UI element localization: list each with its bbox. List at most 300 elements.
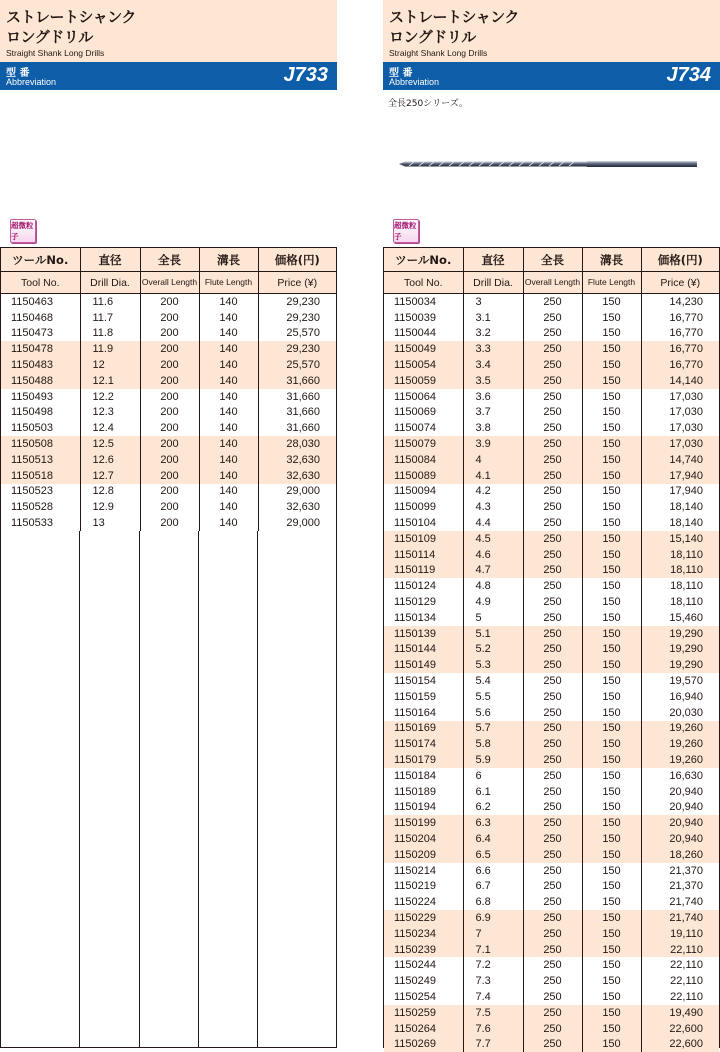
cell-flute-length: 150	[582, 878, 641, 894]
cell-overall-length: 200	[140, 373, 199, 389]
col-dia-jp: 直径	[80, 248, 140, 272]
cell-overall-length: 250	[523, 657, 582, 673]
cell-overall-length: 200	[140, 341, 199, 357]
cell-overall-length: 250	[523, 784, 582, 800]
cell-drill-dia: 4.9	[463, 594, 523, 610]
cell-tool-no: 1150144	[384, 642, 463, 658]
cell-price: 31,660	[286, 390, 320, 403]
table-row	[1, 436, 336, 452]
cell-tool-no: 1150174	[384, 736, 463, 752]
abbreviation-band	[383, 62, 720, 90]
cell-flute-length: 140	[199, 405, 258, 421]
cell-overall-length: 250	[523, 436, 582, 452]
cell-drill-dia: 5.6	[463, 705, 523, 721]
title-jp-line1: ストレートシャンク	[389, 8, 519, 26]
cell-flute-length: 150	[582, 499, 641, 515]
panel-j733	[0, 0, 337, 530]
table-row	[384, 310, 719, 326]
table-row	[384, 705, 719, 721]
table-row	[384, 768, 719, 784]
cell-overall-length: 200	[140, 310, 199, 326]
cell-flute-length: 150	[582, 800, 641, 816]
title-en: Straight Shank Long Drills	[389, 48, 488, 58]
cell-overall-length: 250	[523, 547, 582, 563]
cell-flute-length: 150	[582, 973, 641, 989]
cell-price: 19,490	[641, 1005, 719, 1021]
table-row	[384, 689, 719, 705]
cell-flute-length: 140	[199, 294, 258, 310]
table-row	[1, 405, 336, 421]
cell-price: 16,770	[641, 341, 719, 357]
cell-price: 20,940	[669, 801, 703, 814]
cell-drill-dia: 6.2	[463, 800, 523, 816]
cell-tool-no: 1150159	[384, 689, 463, 705]
table-row	[1, 341, 336, 357]
cell-flute-length: 150	[582, 942, 641, 958]
abbreviation-band	[0, 62, 337, 90]
cell-flute-length: 150	[582, 563, 641, 579]
cell-flute-length: 150	[582, 594, 641, 610]
cell-price: 15,460	[669, 611, 703, 624]
cell-tool-no: 1150059	[384, 373, 463, 389]
column-rules	[1, 531, 336, 1047]
table-row	[384, 926, 719, 942]
cell-overall-length: 250	[523, 341, 582, 357]
cell-overall-length: 250	[523, 973, 582, 989]
column-rule	[198, 531, 199, 1047]
cell-tool-no: 1150104	[384, 515, 463, 531]
table-row	[384, 578, 719, 594]
col-flute-jp: 溝長	[199, 248, 258, 272]
cell-tool-no: 1150109	[384, 531, 463, 547]
cell-flute-length: 150	[582, 910, 641, 926]
cell-flute-length: 150	[582, 642, 641, 658]
cell-tool-no: 1150164	[384, 705, 463, 721]
table-row	[384, 405, 719, 421]
cell-tool-no: 1150488	[1, 373, 80, 389]
cell-tool-no: 1150099	[384, 499, 463, 515]
table-row	[384, 673, 719, 689]
cell-overall-length: 250	[523, 294, 582, 310]
cell-price: 29,000	[286, 517, 320, 530]
cell-overall-length: 250	[523, 452, 582, 468]
abbr-jp: 型 番	[6, 68, 30, 79]
cell-overall-length: 200	[140, 468, 199, 484]
cell-overall-length: 250	[523, 800, 582, 816]
cell-price: 29,230	[258, 341, 336, 357]
series-note: 全長250シリーズ。	[388, 99, 468, 109]
table-row	[384, 957, 719, 973]
cell-tool-no: 1150254	[384, 989, 463, 1005]
cell-price: 22,110	[641, 942, 719, 958]
cell-flute-length: 150	[582, 436, 641, 452]
table-row	[384, 1005, 719, 1021]
cell-price: 15,140	[641, 531, 719, 547]
cell-flute-length: 150	[582, 705, 641, 721]
cell-overall-length: 250	[523, 957, 582, 973]
cell-overall-length: 250	[523, 310, 582, 326]
cell-tool-no: 1150054	[384, 357, 463, 373]
cell-tool-no: 1150264	[384, 1021, 463, 1037]
cell-flute-length: 150	[582, 673, 641, 689]
cell-flute-length: 150	[582, 420, 641, 436]
cell-overall-length: 250	[523, 420, 582, 436]
price-table-wrap	[383, 247, 720, 1051]
ultra-fine-grain-badge-icon	[393, 219, 419, 243]
cell-price: 29,230	[286, 295, 320, 308]
cell-tool-no: 1150189	[384, 784, 463, 800]
cell-tool-no: 1150134	[384, 610, 463, 626]
cell-overall-length: 250	[523, 405, 582, 421]
cell-price: 32,630	[258, 452, 336, 468]
cell-drill-dia: 12.4	[80, 420, 140, 436]
cell-drill-dia: 7.4	[463, 989, 523, 1005]
col-flute-en: Flute Length	[199, 272, 258, 294]
cell-flute-length: 150	[582, 1005, 641, 1021]
cell-price: 31,660	[258, 373, 336, 389]
cell-price: 17,030	[669, 390, 703, 403]
cell-overall-length: 200	[140, 452, 199, 468]
cell-drill-dia: 11.7	[80, 310, 140, 326]
cell-drill-dia: 13	[80, 515, 140, 531]
col-dia-en: Drill Dia.	[80, 272, 140, 294]
cell-drill-dia: 3.3	[463, 341, 523, 357]
table-row	[384, 657, 719, 673]
table-row	[384, 736, 719, 752]
header-row-jp	[384, 248, 719, 272]
table-row	[1, 357, 336, 373]
cell-overall-length: 250	[523, 499, 582, 515]
table-row	[384, 721, 719, 737]
cell-overall-length: 200	[140, 405, 199, 421]
cell-drill-dia: 3.2	[463, 326, 523, 342]
cell-price: 21,370	[669, 880, 703, 893]
table-row	[384, 341, 719, 357]
cell-drill-dia: 3.6	[463, 389, 523, 405]
cell-tool-no: 1150229	[384, 910, 463, 926]
cell-tool-no: 1150199	[384, 815, 463, 831]
cell-flute-length: 150	[582, 357, 641, 373]
cell-tool-no: 1150214	[384, 863, 463, 879]
cell-price: 29,230	[286, 311, 320, 324]
table-row	[384, 989, 719, 1005]
cell-drill-dia: 12.5	[80, 436, 140, 452]
cell-tool-no: 1150064	[384, 389, 463, 405]
cell-tool-no: 1150528	[1, 499, 80, 515]
cell-drill-dia: 4.2	[463, 484, 523, 500]
cell-flute-length: 140	[199, 484, 258, 500]
cell-price: 28,030	[258, 436, 336, 452]
cell-tool-no: 1150044	[384, 326, 463, 342]
cell-tool-no: 1150478	[1, 341, 80, 357]
cell-overall-length: 250	[523, 563, 582, 579]
cell-price: 16,770	[669, 327, 703, 340]
header-row-en	[384, 272, 719, 294]
table-row	[384, 420, 719, 436]
cell-price: 18,110	[670, 580, 703, 593]
cell-tool-no: 1150139	[384, 626, 463, 642]
table-row	[384, 547, 719, 563]
cell-overall-length: 250	[523, 910, 582, 926]
cell-price: 14,140	[641, 373, 719, 389]
table-row	[1, 294, 336, 310]
cell-flute-length: 150	[582, 721, 641, 737]
cell-price: 17,030	[669, 406, 703, 419]
cell-flute-length: 150	[582, 752, 641, 768]
cell-overall-length: 250	[523, 389, 582, 405]
cell-price: 19,570	[669, 675, 703, 688]
table-row	[384, 452, 719, 468]
cell-price: 17,940	[669, 485, 703, 498]
price-table	[1, 248, 336, 531]
col-tool-no-jp: ツールNo.	[384, 248, 463, 272]
cell-price: 22,110	[670, 975, 703, 988]
table-row	[384, 373, 719, 389]
table-row	[1, 515, 336, 531]
cell-tool-no: 1150039	[384, 310, 463, 326]
cell-overall-length: 250	[523, 705, 582, 721]
cell-tool-no: 1150079	[384, 436, 463, 452]
cell-drill-dia: 7.5	[463, 1005, 523, 1021]
cell-drill-dia: 6.8	[463, 894, 523, 910]
col-price-en: Price (¥)	[258, 272, 336, 294]
cell-overall-length: 200	[140, 420, 199, 436]
cell-overall-length: 250	[523, 989, 582, 1005]
cell-tool-no: 1150473	[1, 326, 80, 342]
table-row	[384, 499, 719, 515]
cell-tool-no: 1150259	[384, 1005, 463, 1021]
table-row	[384, 642, 719, 658]
table-row	[1, 499, 336, 515]
badge-label: 超微粒子	[394, 221, 417, 241]
cell-flute-length: 150	[582, 373, 641, 389]
cell-drill-dia: 5.5	[463, 689, 523, 705]
cell-price: 17,030	[641, 436, 719, 452]
cell-overall-length: 250	[523, 736, 582, 752]
cell-drill-dia: 11.9	[80, 341, 140, 357]
cell-flute-length: 150	[582, 989, 641, 1005]
cell-tool-no: 1150184	[384, 768, 463, 784]
cell-price: 22,600	[641, 1021, 719, 1037]
cell-tool-no: 1150508	[1, 436, 80, 452]
cell-drill-dia: 7.1	[463, 942, 523, 958]
title-en: Straight Shank Long Drills	[6, 48, 105, 58]
cell-drill-dia: 4.1	[463, 468, 523, 484]
cell-tool-no: 1150049	[384, 341, 463, 357]
cell-overall-length: 200	[140, 515, 199, 531]
cell-price: 14,740	[641, 452, 719, 468]
cell-price: 18,260	[641, 847, 719, 863]
cell-price: 18,140	[669, 501, 703, 514]
cell-overall-length: 250	[523, 594, 582, 610]
cell-tool-no: 1150513	[1, 452, 80, 468]
cell-tool-no: 1150084	[384, 452, 463, 468]
table-row	[384, 831, 719, 847]
cell-overall-length: 250	[523, 578, 582, 594]
cell-flute-length: 150	[582, 689, 641, 705]
cell-drill-dia: 12.6	[80, 452, 140, 468]
cell-flute-length: 150	[582, 578, 641, 594]
cell-flute-length: 150	[582, 341, 641, 357]
column-rule	[79, 531, 80, 1047]
col-dia-jp: 直径	[463, 248, 523, 272]
cell-price: 17,030	[669, 422, 703, 435]
cell-tool-no: 1150094	[384, 484, 463, 500]
cell-tool-no: 1150219	[384, 878, 463, 894]
col-flute-en: Flute Length	[582, 272, 641, 294]
header-row-en	[1, 272, 336, 294]
badge-label: 超微粒子	[11, 221, 34, 241]
cell-tool-no: 1150493	[1, 389, 80, 405]
cell-overall-length: 250	[523, 689, 582, 705]
table-row	[1, 420, 336, 436]
cell-overall-length: 250	[523, 642, 582, 658]
drill-image-icon	[397, 150, 700, 178]
cell-flute-length: 150	[582, 957, 641, 973]
cell-overall-length: 250	[523, 468, 582, 484]
product-code: J733	[283, 64, 328, 86]
cell-tool-no: 1150114	[384, 547, 463, 563]
cell-drill-dia: 5.3	[463, 657, 523, 673]
cell-flute-length: 150	[582, 310, 641, 326]
cell-flute-length: 140	[199, 310, 258, 326]
cell-overall-length: 250	[523, 815, 582, 831]
cell-price: 17,940	[641, 468, 719, 484]
table-row	[384, 294, 719, 310]
cell-overall-length: 250	[523, 847, 582, 863]
cell-overall-length: 250	[523, 926, 582, 942]
cell-price: 21,370	[669, 864, 703, 877]
cell-drill-dia: 6	[463, 768, 523, 784]
cell-drill-dia: 3.5	[463, 373, 523, 389]
cell-price: 22,600	[641, 1036, 719, 1052]
cell-drill-dia: 3.7	[463, 405, 523, 421]
cell-flute-length: 140	[199, 357, 258, 373]
cell-overall-length: 250	[523, 878, 582, 894]
cell-overall-length: 250	[523, 1005, 582, 1021]
product-header	[0, 0, 337, 62]
cell-overall-length: 200	[140, 389, 199, 405]
ultra-fine-grain-badge-icon	[10, 219, 36, 243]
col-price-en: Price (¥)	[641, 272, 719, 294]
cell-overall-length: 250	[523, 610, 582, 626]
table-row	[384, 847, 719, 863]
column-rule	[139, 531, 140, 1047]
cell-tool-no: 1150119	[384, 563, 463, 579]
cell-drill-dia: 5.8	[463, 736, 523, 752]
cell-flute-length: 140	[199, 499, 258, 515]
cell-drill-dia: 7.2	[463, 957, 523, 973]
table-row	[1, 373, 336, 389]
cell-price: 19,260	[641, 721, 719, 737]
table-row	[384, 484, 719, 500]
cell-price: 19,290	[641, 657, 719, 673]
cell-overall-length: 250	[523, 942, 582, 958]
cell-tool-no: 1150089	[384, 468, 463, 484]
cell-drill-dia: 4.4	[463, 515, 523, 531]
cell-tool-no: 1150463	[1, 294, 80, 310]
col-price-jp: 価格(円)	[641, 248, 719, 272]
cell-tool-no: 1150034	[384, 294, 463, 310]
table-row	[1, 484, 336, 500]
col-price-jp: 価格(円)	[258, 248, 336, 272]
cell-drill-dia: 5.9	[463, 752, 523, 768]
cell-tool-no: 1150483	[1, 357, 80, 373]
cell-flute-length: 150	[582, 389, 641, 405]
cell-flute-length: 140	[199, 452, 258, 468]
cell-overall-length: 250	[523, 1021, 582, 1037]
table-row	[384, 531, 719, 547]
cell-price: 19,260	[641, 752, 719, 768]
cell-tool-no: 1150209	[384, 847, 463, 863]
col-tool-no-en: Tool No.	[384, 272, 463, 294]
table-row	[384, 436, 719, 452]
cell-flute-length: 140	[199, 341, 258, 357]
cell-overall-length: 250	[523, 831, 582, 847]
cell-drill-dia: 4.3	[463, 499, 523, 515]
col-overall-jp: 全長	[140, 248, 199, 272]
cell-drill-dia: 7.7	[463, 1036, 523, 1052]
cell-tool-no: 1150269	[384, 1036, 463, 1052]
cell-drill-dia: 5	[463, 610, 523, 626]
cell-tool-no: 1150194	[384, 800, 463, 816]
cell-flute-length: 150	[582, 768, 641, 784]
cell-price: 29,000	[286, 485, 320, 498]
cell-price: 31,660	[286, 422, 320, 435]
table-row	[384, 1021, 719, 1037]
cell-tool-no: 1150533	[1, 515, 80, 531]
cell-drill-dia: 12.2	[80, 389, 140, 405]
cell-drill-dia: 6.3	[463, 815, 523, 831]
cell-overall-length: 250	[523, 484, 582, 500]
cell-tool-no: 1150468	[1, 310, 80, 326]
table-row	[1, 326, 336, 342]
cell-flute-length: 150	[582, 294, 641, 310]
table-row	[384, 942, 719, 958]
cell-tool-no: 1150204	[384, 831, 463, 847]
cell-flute-length: 140	[199, 373, 258, 389]
table-row	[384, 878, 719, 894]
col-dia-en: Drill Dia.	[463, 272, 523, 294]
cell-drill-dia: 12	[80, 357, 140, 373]
table-row	[384, 973, 719, 989]
title-jp-line2: ロングドリル	[389, 28, 476, 46]
cell-flute-length: 150	[582, 484, 641, 500]
table-row	[384, 563, 719, 579]
cell-drill-dia: 4.8	[463, 578, 523, 594]
cell-price: 16,770	[669, 311, 703, 324]
cell-price: 19,260	[641, 736, 719, 752]
cell-tool-no: 1150224	[384, 894, 463, 910]
price-table	[384, 248, 719, 1052]
cell-drill-dia: 3	[463, 294, 523, 310]
cell-price: 19,290	[641, 626, 719, 642]
cell-drill-dia: 12.3	[80, 405, 140, 421]
cell-price: 20,940	[669, 785, 703, 798]
cell-flute-length: 150	[582, 1036, 641, 1052]
cell-drill-dia: 6.9	[463, 910, 523, 926]
cell-flute-length: 150	[582, 531, 641, 547]
title-jp-line2: ロングドリル	[6, 28, 93, 46]
cell-drill-dia: 5.7	[463, 721, 523, 737]
cell-overall-length: 200	[140, 294, 199, 310]
cell-flute-length: 150	[582, 831, 641, 847]
cell-flute-length: 140	[199, 389, 258, 405]
cell-drill-dia: 3.8	[463, 420, 523, 436]
cell-price: 16,940	[669, 690, 703, 703]
cell-flute-length: 150	[582, 405, 641, 421]
cell-tool-no: 1150503	[1, 420, 80, 436]
